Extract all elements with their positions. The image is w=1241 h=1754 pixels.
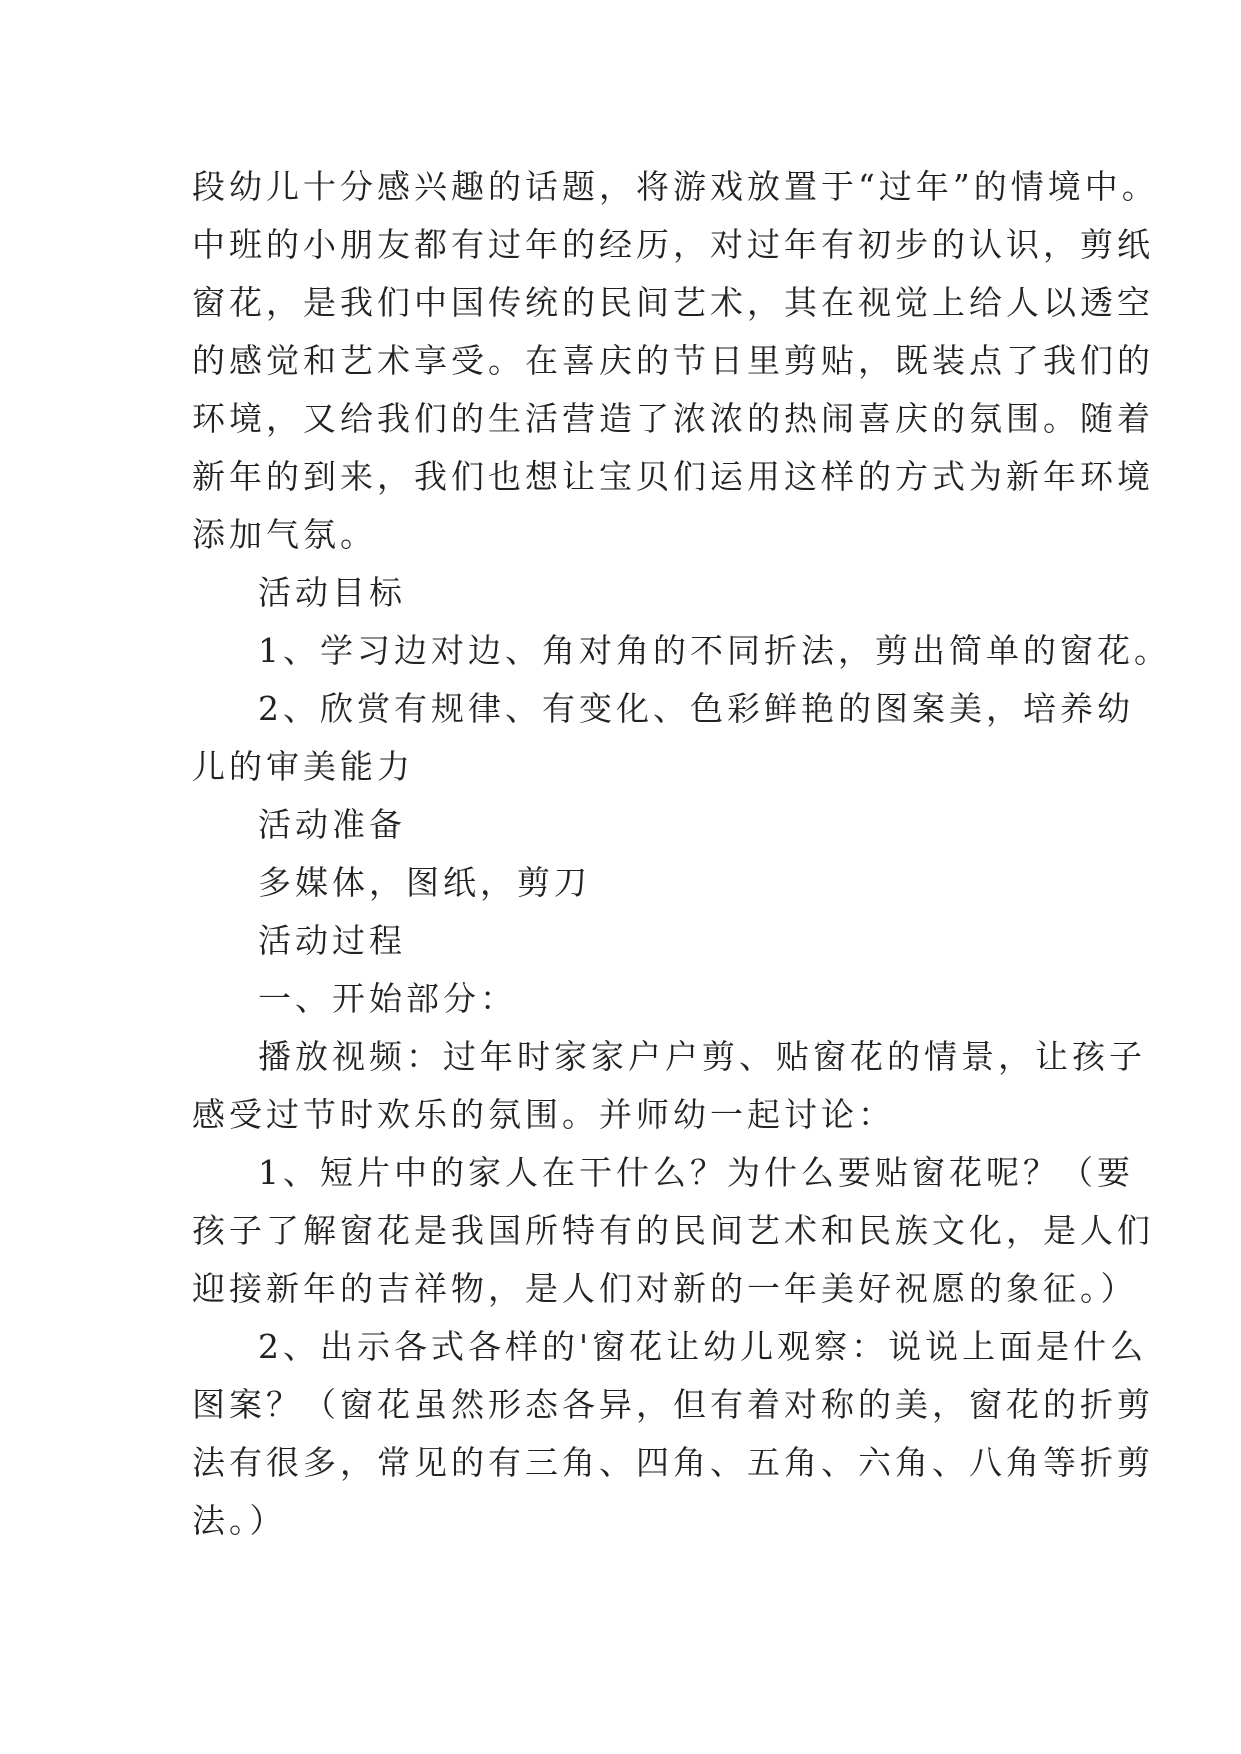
text-line: 法有很多，常见的有三角、四角、五角、六角、八角等折剪 — [192, 1443, 1154, 1482]
text-line: 的感觉和艺术享受。在喜庆的节日里剪贴，既装点了我们的 — [192, 341, 1154, 380]
text-line: 孩子了解窗花是我国所特有的民间艺术和民族文化，是人们 — [192, 1211, 1154, 1250]
preparation-materials: 多媒体，图纸，剪刀 — [258, 863, 591, 902]
document-body — [192, 158, 1171, 1550]
text-line: 环境，又给我们的生活营造了浓浓的热闹喜庆的氛围。随着 — [192, 399, 1154, 438]
section-heading-process: 活动过程 — [258, 921, 406, 960]
text-line: 图案？（窗花虽然形态各异，但有着对称的美，窗花的折剪 — [192, 1385, 1154, 1424]
goal-item-2: 2、欣赏有规律、有变化、色彩鲜艳的图案美，培养幼 — [258, 689, 1134, 728]
text-line: 中班的小朋友都有过年的经历，对过年有初步的认识，剪纸 — [192, 225, 1154, 264]
text-line: 新年的到来，我们也想让宝贝们运用这样的方式为新年环境 — [192, 457, 1154, 496]
section-heading-preparation: 活动准备 — [258, 805, 406, 844]
section-heading-goals: 活动目标 — [258, 573, 406, 612]
text-line: 窗花，是我们中国传统的民间艺术，其在视觉上给人以透空 — [192, 283, 1154, 322]
goal-item-1: 1、学习边对边、角对角的不同折法，剪出简单的窗花。 — [258, 631, 1171, 670]
text-line: 段幼儿十分感兴趣的话题，将游戏放置于“过年”的情境中。 — [192, 167, 1159, 206]
text-line: 儿的审美能力 — [192, 747, 414, 786]
text-line: 法。） — [192, 1501, 287, 1540]
process-part-1-heading: 一、开始部分： — [258, 979, 517, 1018]
discussion-item-2: 2、出示各式各样的'窗花让幼儿观察：说说上面是什么 — [258, 1327, 1148, 1366]
text-line: 添加气氛。 — [192, 515, 377, 554]
text-line: 感受过节时欢乐的氛围。并师幼一起讨论： — [192, 1095, 895, 1134]
discussion-item-1: 1、短片中的家人在干什么？为什么要贴窗花呢？（要 — [258, 1153, 1134, 1192]
text-line: 播放视频：过年时家家户户剪、贴窗花的情景，让孩子 — [258, 1037, 1146, 1076]
text-line: 迎接新年的吉祥物，是人们对新的一年美好祝愿的象征。） — [192, 1269, 1138, 1308]
